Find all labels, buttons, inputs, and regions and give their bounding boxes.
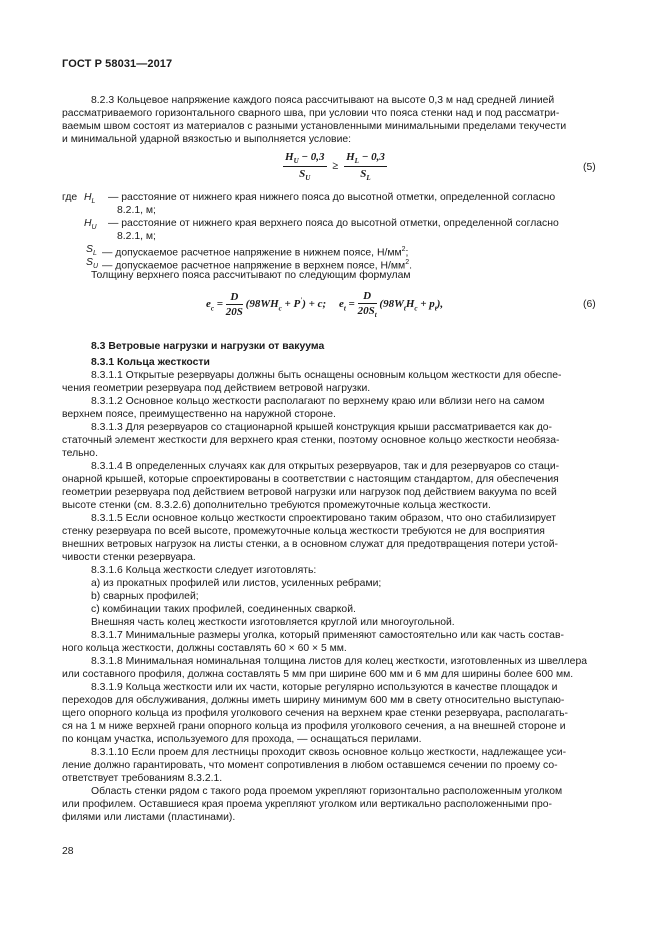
body-line: 8.3.1.5 Если основное кольцо жесткости спроектировано таким образом, что оно стабилизирует (91, 513, 557, 524)
body-line: ление должно гарантировать, что момент сопротивления в любом оставшемся сечении по проему со- (62, 760, 558, 771)
document-header: ГОСТ Р 58031—2017 (62, 58, 173, 70)
definition-su: — допускаемое расчетное напряжение в верхнем поясе, $Н/мм^2$. (102, 259, 412, 272)
symbol-hu: $H_U$ (84, 218, 97, 232)
symbol-sl: $S_L$ (86, 244, 97, 258)
symbol-su: $S_U$ (86, 257, 98, 271)
paragraph-line: рассматриваемого горизонтального сварного шва, при условии что пояса стенки над и под рассматри- (62, 108, 560, 119)
body-line: тельно. (62, 448, 98, 459)
body-line: щего опорного кольца из профиля уголкового сечения на верхнем крае стенки резервуара, располагать- (62, 708, 568, 719)
formula-6-number: (6) (583, 299, 596, 310)
list-item: b) сварных профилей; (91, 591, 199, 602)
body-line: 8.3.1.10 Если проем для лестницы проходит сквозь основное кольцо жесткости, надлежащее уси- (91, 747, 567, 758)
body-line: 8.3.1.1 Открытые резервуары должны быть оснащены основным кольцом жесткости для обеспе- (91, 370, 562, 381)
paragraph-line: 8.2.3 Кольцевое напряжение каждого пояса рассчитывают на высоте 0,3 м над средней линией (91, 95, 555, 106)
body-line: геометрии резервуара под действием ветровой нагрузки или нагрузок под действием вакуума по всей (62, 487, 557, 498)
body-line: или составного профиля, должна составлять 5 мм при ширине 600 мм и 6 мм для ширины более 600 мм. (62, 669, 574, 680)
paragraph-line: и минимальной ударной вязкостью и выполняется условие: (62, 134, 352, 145)
body-line: 8.3.1.9 Кольца жесткости или их части, которые регулярно используются в качестве площадок и (91, 682, 558, 693)
body-line: 8.3.1.4 В определенных случаях как для открытых резервуаров, так и для резервуаров со стаци- (91, 461, 560, 472)
definition-hu-cont: 8.2.1, м; (117, 231, 156, 242)
symbol-hl: $H_L$ (84, 192, 96, 206)
body-line: 8.3.1.7 Минимальные размеры уголка, который применяют самостоятельно или как часть состав- (91, 630, 564, 641)
section-heading-8-3-1: 8.3.1 Кольца жесткости (91, 357, 210, 368)
formula-5-right-fraction: $\frac{H_L - 0,3}{S_L}$ (346, 151, 385, 183)
list-item: а) из прокатных профилей или листов, усиленных ребрами; (91, 578, 382, 589)
list-item: с) комбинации таких профилей, соединенных сваркой. (91, 604, 356, 615)
body-line: Область стенки рядом с такого рода проемом укрепляют горизонтально расположенным уголком (91, 786, 563, 797)
body-line: верхнем поясе, преимущественно на наружной стороне. (62, 409, 336, 420)
body-line: статочный элемент жесткости для верхнего края стенки, поэтому основное кольцо жесткости необяза- (62, 435, 560, 446)
body-line: чивости стенки резервуара. (62, 552, 196, 563)
formula-6b-fraction: $\frac{D}{20S_t}$ (357, 290, 377, 320)
body-line: Внешняя часть колец жесткости изготовляется круглой или многоугольной. (91, 617, 455, 628)
definition-sl: — допускаемое расчетное напряжение в нижнем поясе, $Н/мм^2$; (102, 246, 409, 259)
section-heading-8-3: 8.3 Ветровые нагрузки и нагрузки от вакуума (91, 341, 325, 352)
body-line: 8.3.1.8 Минимальная номинальная толщина листов для колец жесткости, изготовленных из швеллера (91, 656, 588, 667)
body-line: ся на 1 м ниже верхней грани опорного кольца из профиля уголкового сечения, а на внешней стороне и (62, 721, 566, 732)
definition-hl: — расстояние от нижнего края нижнего пояса до высотной отметки, определенной согласно (108, 192, 556, 203)
page-number: 28 (62, 846, 74, 857)
body-line: 8.3.1.3 Для резервуаров со стационарной крышей конструкция крыши рассматривается как до- (91, 422, 553, 433)
paragraph-line: ваемым швом состоят из материалов с разными установленными минимальными пределами текучести (62, 121, 567, 132)
body-line: высоте стенки (см. 8.3.2.6) дополнительно требуются промежуточные кольца жесткости. (62, 500, 491, 511)
thickness-intro: Толщину верхнего пояса рассчитывают по следующим формулам (91, 270, 411, 281)
formula-6a-fraction: $\frac{D}{20S}$ (225, 291, 243, 319)
definition-hl-cont: 8.2.1, м; (117, 205, 156, 216)
body-line: ного кольца жесткости, должны составлять 60 × 60 × 5 мм. (62, 643, 347, 654)
formula-5-left-fraction: $\frac{H_U - 0,3}{S_U}$ (285, 151, 325, 183)
body-line: по концам участка, используемого для прохода, — оснащаться перилами. (62, 734, 422, 745)
body-line: чения геометрии резервуара под действием ветровой нагрузки. (62, 383, 371, 394)
formula-6: $e_c$ = $\frac{D}{20S}$ $(98WH_c + P') + c$; $e_t$ = $\frac{D}{20S_t}$ $(98W_tH_c + p_t)$, (206, 290, 444, 320)
body-line: 8.3.1.2 Основное кольцо жесткости располагают по верхнему краю или вблизи него на самом (91, 396, 545, 407)
body-line: 8.3.1.6 Кольца жесткости следует изготовлять: (91, 565, 317, 576)
definition-hu: — расстояние от нижнего края верхнего пояса до высотной отметки, определенной согласно (108, 218, 559, 229)
formula-5-relation: ≥ (332, 160, 339, 173)
where-label: где (62, 192, 78, 203)
body-line: внешних ветровых нагрузок на листы стенки, а в основном служат для предотвращения потери устой- (62, 539, 558, 550)
body-line: или профилем. Оставшиеся края проема укрепляют уголком или вертикально расположенными про- (62, 799, 552, 810)
formula-5-number: (5) (583, 162, 596, 173)
formula-5 (283, 151, 387, 182)
body-line: стенку резервуара по всей высоте, промежуточные кольца жесткости требуются не для восприятия (62, 526, 545, 537)
body-line: переходов для обслуживания, должны иметь ширину минимум 600 мм в свету относительно выступаю- (62, 695, 565, 706)
body-line: филями или листами (пластинами). (62, 812, 236, 823)
body-line: ответствует требованиям 8.3.2.1. (62, 773, 223, 784)
body-line: онарной крышей, которые спроектированы в соответствии с настоящим стандартом, для обеспечения (62, 474, 559, 485)
